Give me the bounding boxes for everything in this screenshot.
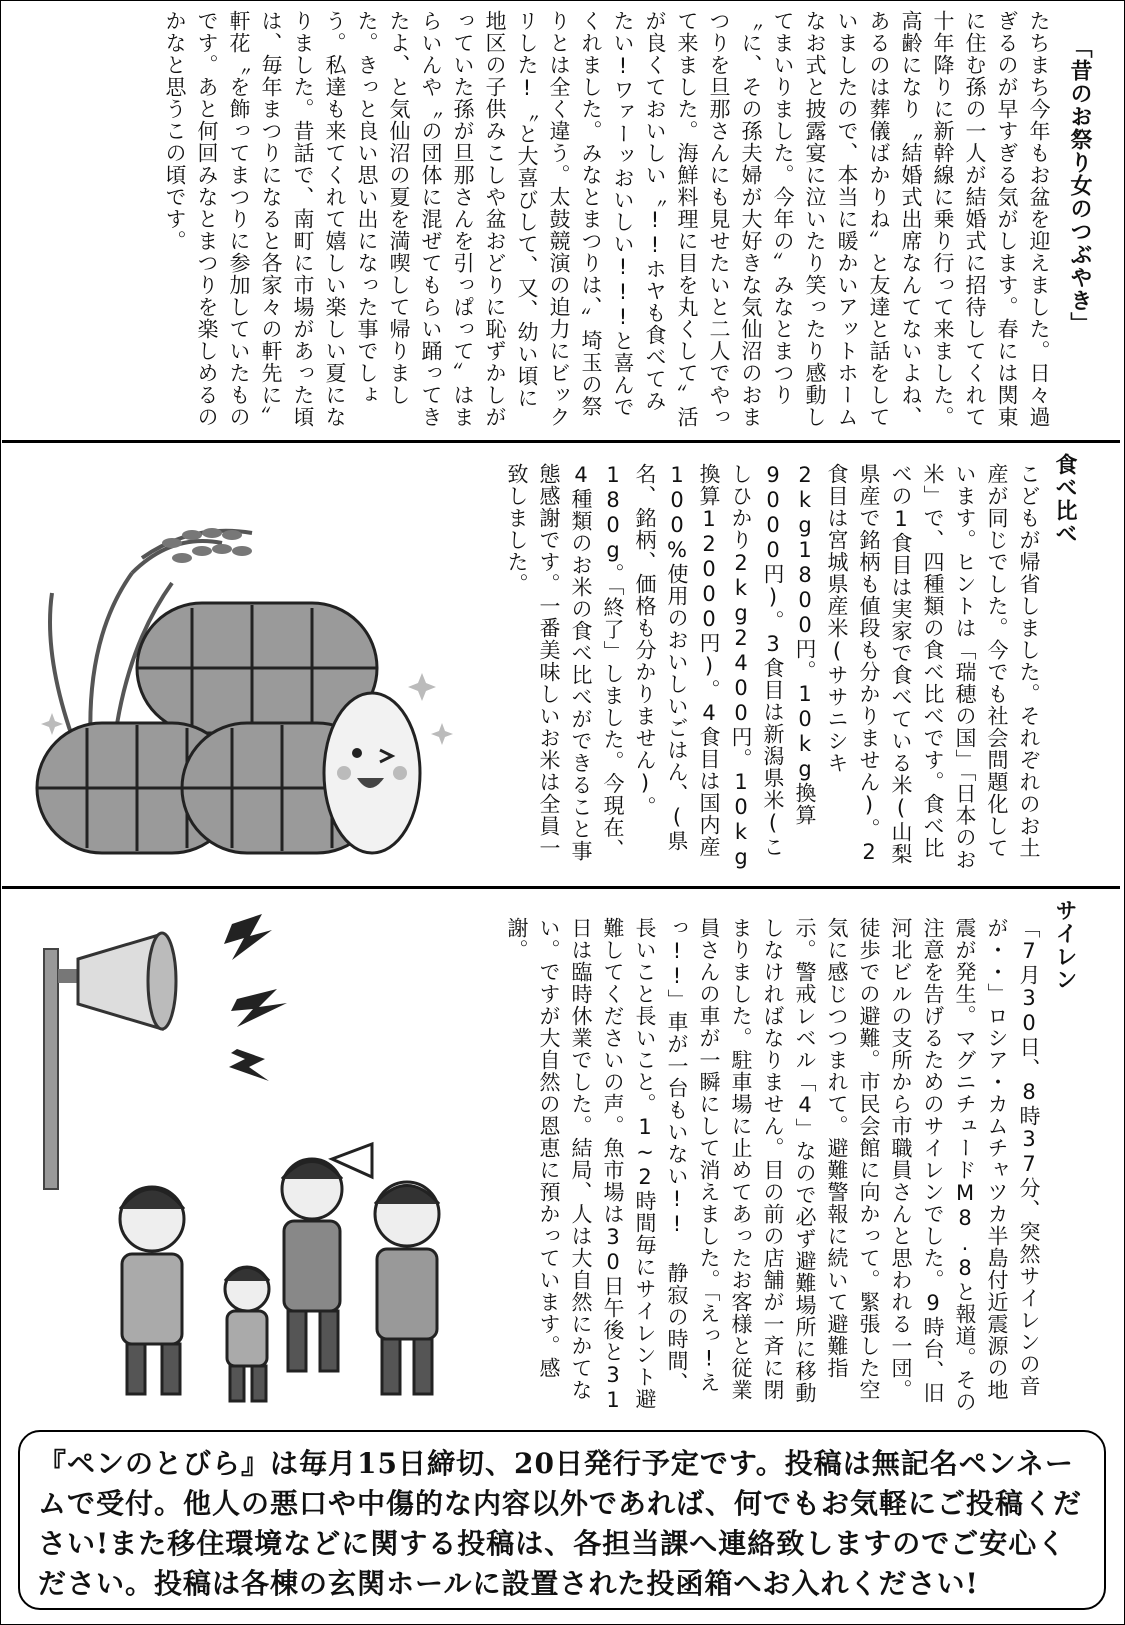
story-section: [2, 0, 1120, 443]
rice-title: 食べ比べ: [1052, 453, 1077, 545]
siren-body: 「7月30日、8時37分、突然サイレンの音が・・」ロシア・カムチャツカ半島付近震源の地震が発生。マグニチュードM8.8と報道。その注意を告げるためのサイレンでした。9時台、旧河北ビルの支所から市職員さんと思われる一団。徒歩での避難。市民会館に向かって。緊張した空気に感じつつまれて。避難警報に続いて避難指示。警戒レベル「4」なので必ず避難場所に移動しなければなりません。目の前の店舗が一斉に閉まりました。駐車場に止めてあったお客様と従業員さんの車が一瞬にして消えました。「えっ!えっ!!」車が一台もいない!! 静寂の時間、長いこと長いこと。1~2時間毎にサイレント避難してくださいの声。魚市場は30日午後と31日は臨時休業でした。結局、人は大自然にかてない。ですが大自然の恩恵に預かっています。感謝。: [505, 917, 1041, 1413]
story-title: 「昔のお祭り女のつぶやき」: [1067, 36, 1092, 335]
rice-mascot-icon: [324, 693, 420, 853]
rice-section: [2, 443, 1120, 889]
loudspeaker-pole-icon: [44, 933, 176, 1189]
rice-bales-illustration: [22, 463, 492, 873]
evacuating-family-icon: [120, 1144, 439, 1401]
siren-title: サイレン: [1052, 899, 1077, 991]
rice-body: こどもが帰省しました。それぞれのお土産が同じでした。今でも社会問題化しています。ヒントは「瑞穂の国」「日本のお米」で、四種類の食べ比べです。食べ比べの1食目は実家で食べている米(山梨県産で銘柄も値段も分かりません)。2食目は宮城県産米(ササニシキ2kg1800円。10kg換算9000円)。3食目は新潟県米(こしひかり2kg2400円。10kg換算12000円)。4食目は国内産100%使用のおいしいごはん、(県名、銘柄、価格も分かりません)。180g。「終了」しました。今現在、4種類のお米の食べ比べができること事態感謝です。一番美味しいお米は全員一致しました。: [505, 463, 1041, 871]
siren-section: [2, 889, 1120, 1424]
story-body: たちまち今年もお盆を迎えました。日々過ぎるのが早すぎる気がします。春には関東に住む孫の一人が結婚式に招待してくれて十年降りに新幹線に乗り行って来ました。高齢になり〝結婚式出席なんてないよね、あるのは葬儀ばかりね〟と友達と話をしていましたので、本当に暖かいアットホームなお式と披露宴に泣いたり笑ったり感動してまいりました。今年の〟みなとまつり〝に、その孫夫婦が大好きな気仙沼のおまつりを旦那さんにも見せたいと二人でやって来ました。海鮮料理に目を丸くして〟活が良くておいしい〝!!ホヤも食べてみたい!ワァーッおいしい!!!と喜んでくれました。みなとまつりは、〟埼玉の祭りとは全く違う。太鼓競演の迫力にビックリした!〝と大喜びして、又、幼い頃に地区の子供みこしや盆おどりに恥ずかしがっていた孫が旦那さんを引っぱって〟はまらいんや〝の団体に混ぜてもらい踊ってきたよ、と気仙沼の夏を満喫して帰りました。きっと良い思い出になった事でしょう。私達も来てくれて嬉しい楽しい夏になりました。昔話で、南町に市場があった頃は、毎年まつりになると各家々の軒先に〟軒花〝を飾ってまつりに参加していたものです。あと何回みなとまつりを楽しめるのかなと思うこの頃です。: [163, 10, 1051, 428]
lightning-bolt-icon: [224, 914, 287, 1081]
submission-notice: 『ペンのとびら』は毎月15日締切、20日発行予定です。投稿は無記名ペンネームで受付。他人の悪口や中傷的な内容以外であれば、何でもお気軽にご投稿ください!また移住環境などに関する投稿は、各担当課へ連絡致しますのでご安心ください。投稿は各棟の玄関ホールに設置された投函箱へお入れください!: [18, 1430, 1106, 1610]
evacuation-illustration: [22, 909, 492, 1409]
